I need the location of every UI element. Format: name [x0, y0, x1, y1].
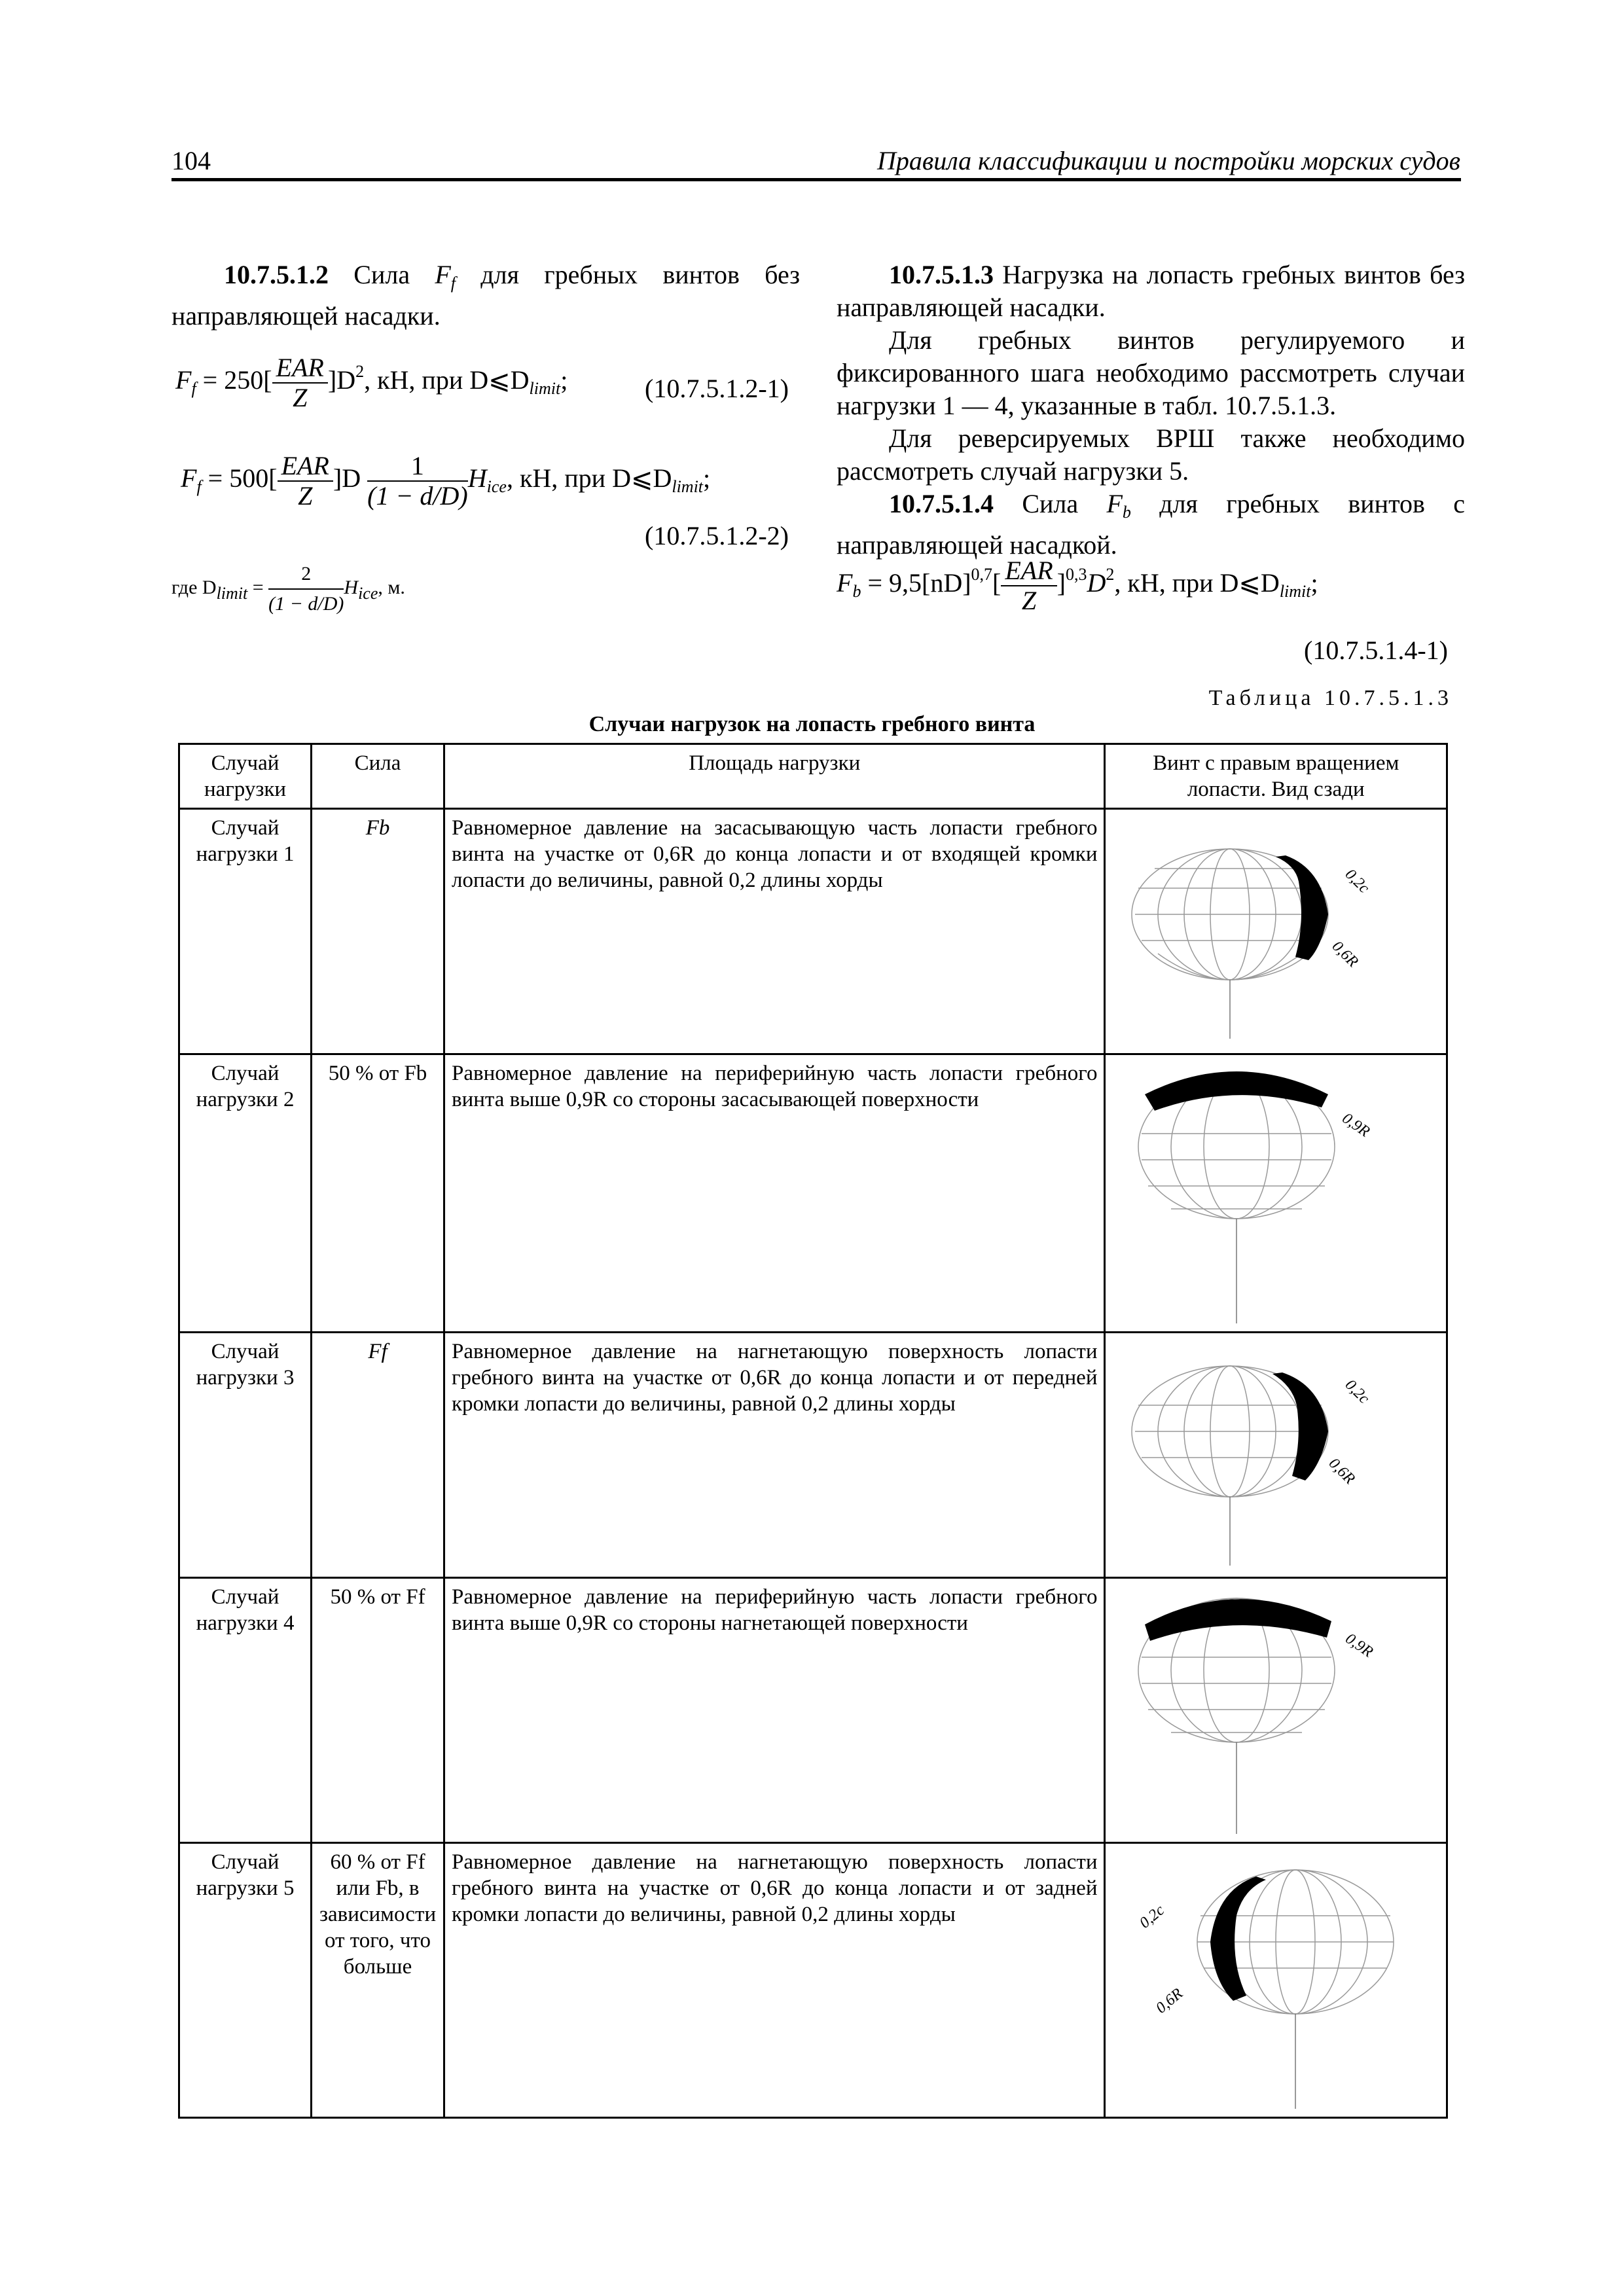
paragraph-10-7-5-1-3: 10.7.5.1.3 Нагрузка на лопасть гребных винтов без направляющей насадки. [837, 260, 1465, 322]
propeller-diagram-5 [1105, 1843, 1447, 2118]
formula-where: где Dlimit = $\frac{2}{(1 - d/D)}$ Hice, м. [171, 560, 405, 619]
paragraph-reversible: Для реверсируемых ВРШ также необходимо рассмотреть случай нагрузки 5. [837, 423, 1465, 486]
table-title: Случаи нагрузок на лопасть гребного винта [588, 712, 1036, 736]
propeller-diagram-3 [1105, 1333, 1447, 1578]
svg-text:0,9R: 0,9R [1339, 1109, 1373, 1141]
svg-text:0,6R: 0,6R [1153, 1984, 1187, 2017]
section-number: 10.7.5.1.2 [224, 260, 329, 289]
header-area: Площадь нагрузки [444, 744, 1105, 809]
paragraph-10-7-5-1-4: 10.7.5.1.4 Сила $F_b$ для гребных винтов с направляющей насадкой. [837, 489, 1465, 560]
formula-number-2: (10.7.5.1.2-2) [645, 521, 789, 550]
table-row: Случай нагрузки 4 50 % от Ff Равномерное давление на периферийную часть лопасти гребного винта выше 0,9R со стороны нагнетающей поверхности 0,9R [179, 1578, 1447, 1843]
formula-10-7-5-1-2-2: $F_f = 500$[ $\frac{\text{EAR}}{Z}$ ]D $\frac{1}{(1 - d/D)}$ $H_{ice}$, кН, при $D⩽D_{limit}$; [181, 451, 711, 511]
header-propeller: Винт с правым вращением лопасти. Вид сзади [1105, 744, 1447, 809]
left-column [171, 259, 800, 332]
paragraph-10-7-5-1-2: 10.7.5.1.2 Сила $F_f$ для гребных винтов без направляющей насадки. [171, 260, 800, 331]
header-force: Сила [312, 744, 444, 809]
table-row: Случай нагрузки 3 Ff Равномерное давление на нагнетающую поверхность лопасти гребного винта на участке от 0,6R до конца лопасти и от передней кромки лопасти до величины, равной 0,2 длины хорды 0,2c 0,6R [179, 1333, 1447, 1578]
formula-number-1: (10.7.5.1.2-1) [645, 374, 789, 403]
load-cases-table [178, 743, 1448, 2119]
formula-number-3: (10.7.5.1.4-1) [1304, 636, 1448, 665]
table-header-row [179, 744, 1447, 809]
table-row: Случай нагрузки 2 50 % от Fb Равномерное давление на периферийную часть лопасти гребного винта выше 0,9R со стороны засасывающей поверхности 0,9R [179, 1054, 1447, 1333]
paragraph-load-cases: Для гребных винтов регулируемого и фиксированного шага необходимо рассмотреть случаи нагрузки 1 — 4, указанные в табл. 10.7.5.1.3. [837, 325, 1465, 420]
svg-text:0,2c: 0,2c [1342, 865, 1373, 897]
propeller-diagram-1 [1105, 809, 1447, 1054]
svg-text:0,6R: 0,6R [1326, 1454, 1359, 1488]
svg-text:0,9R: 0,9R [1343, 1630, 1377, 1661]
svg-text:0,6R: 0,6R [1329, 937, 1362, 971]
header-case: Случай нагрузки [179, 744, 312, 809]
right-column [837, 259, 1465, 562]
table-caption: Таблица 10.7.5.1.3 [1208, 686, 1453, 710]
formula-10-7-5-1-2-1: $F_f = 250$[ $\frac{\text{EAR}}{Z}$ ]$D^2$, кН, при $D⩽D_{limit}$; [175, 353, 568, 412]
propeller-diagram-4 [1105, 1578, 1447, 1843]
table-row: Случай нагрузки 1 Fb Равномерное давление на засасывающую часть лопасти гребного винта на участке от 0,6R до конца лопасти и от входящей кромки лопасти до величины, равной 0,2 длины хорды 0,2c 0,6R [179, 809, 1447, 1054]
svg-text:0,2c: 0,2c [1136, 1901, 1168, 1932]
formula-10-7-5-1-4-1: $F_b = 9,5[nD]^{0,7}$[ $\frac{\text{EAR}}{Z}$ ]$^{0,3}D^2$, кН, при $D⩽D_{limit}$; [837, 556, 1318, 615]
svg-text:0,2c: 0,2c [1342, 1376, 1373, 1407]
page-number: 104 [171, 146, 211, 175]
header-rule [171, 178, 1461, 181]
table-row: Случай нагрузки 5 60 % от Ff или Fb, в зависимости от того, что больше Равномерное давление на нагнетающую поверхность лопасти гребного винта на участке от 0,6R до конца лопасти и от задней кромки лопасти до величины, равной 0,2 длины хорды 0,2c 0,6R [179, 1843, 1447, 2118]
running-title: Правила классификации и постройки морских судов [876, 146, 1460, 175]
propeller-diagram-2 [1105, 1054, 1447, 1333]
